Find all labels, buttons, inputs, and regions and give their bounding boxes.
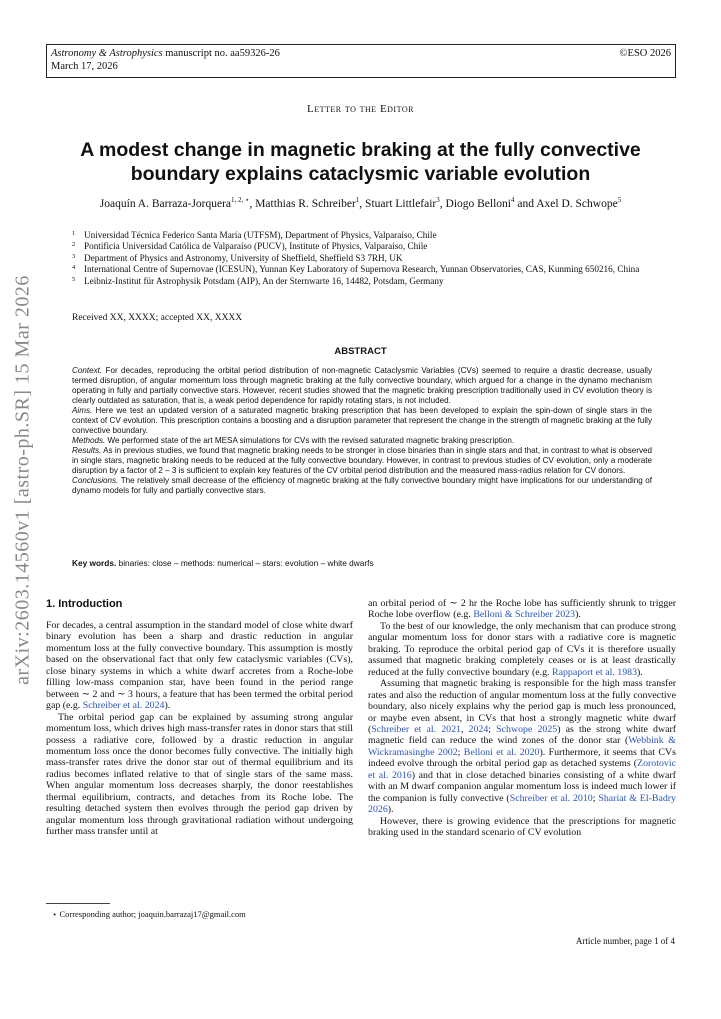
abstract-aims — [72, 406, 652, 436]
affiliation-number: 4 — [72, 264, 76, 272]
affiliation-number: 3 — [72, 252, 76, 260]
context-label: Context. — [72, 366, 103, 375]
copyright: ©ESO 2026 — [619, 48, 671, 59]
aims-label: Aims. — [72, 406, 93, 415]
section-heading-introduction: 1. Introduction — [46, 598, 123, 610]
abstract-results — [72, 446, 652, 476]
affiliation — [72, 230, 662, 241]
intro-paragraph-3: an orbital period of ∼ 2 hr the Roche lobe has sufficiently shrunk to trigger Roche lobe overflow (e.g. Belloni & Schreiber 2023). — [368, 598, 676, 621]
citation-link[interactable]: Schreiber et al. 2021 — [371, 723, 461, 735]
manuscript-header — [46, 44, 676, 78]
journal-name: Astronomy & Astrophysics — [51, 48, 163, 59]
affiliation — [72, 264, 662, 275]
author-list: Joaquín A. Barraza-Jorquera$^{1, 2, ⋆}$, Matthias R. Schreiber$^1$, Stuart Littlefair$^3$, Diogo Belloni$^4$ and Axel D. Schwope$^5$ — [99, 196, 622, 210]
paper-title: A modest change in magnetic braking at the fully convective boundary explains cataclysmic variable evolution — [80, 139, 641, 185]
footnote-divider — [46, 903, 110, 904]
intro-paragraph-4: To the best of our knowledge, the only mechanism that can produce strong angular momentum loss for donor stars with a radiative core is magnetic braking. To reproduce the orbital period gap of CVs it is therefore usually assumed that magnetic braking completely ceases or is at least drastically reduced at the fully convective boundary (e.g. Rappaport et al. 1983). — [368, 620, 676, 678]
citation-link[interactable]: Schreiber et al. 2010 — [509, 792, 593, 804]
affiliation-number: 5 — [72, 275, 76, 283]
author-affiliation-marker: 5 — [617, 196, 622, 204]
citation-link[interactable]: Zorotovic et al. 2016 — [368, 758, 676, 781]
conclusions-text: The relatively small decrease of the efficiency of magnetic braking at the fully convective boundary might have implications for our understanding of dynamo models for fully and partially convective stars. — [72, 476, 652, 495]
author-name: Diogo Belloni — [445, 197, 512, 210]
citation-link[interactable]: Belloni et al. 2020 — [463, 746, 540, 758]
citation-link[interactable]: Webbink & Wickramasinghe 2002 — [368, 735, 676, 758]
author-affiliation-marker: 4 — [511, 196, 515, 204]
abstract-context — [72, 366, 652, 406]
citation-link[interactable]: 2024 — [468, 723, 489, 735]
author-affiliation-marker: 1 — [355, 196, 360, 204]
affiliation — [72, 241, 662, 252]
affiliation-text: Leibniz-Institut für Astrophysik Potsdam (AIP), An der Sternwarte 16, 14482, Potsdam, Germany — [84, 275, 444, 286]
conclusions-label: Conclusions. — [72, 476, 119, 485]
author-name: Matthias R. Schreiber — [255, 197, 356, 210]
context-text: For decades, reproducing the orbital period distribution of non-magnetic Cataclysmic Variables (CVs) seemed to require a drastic decrease, usually termed disruption, of angular momentum loss through magnetic braking at the fully convective boundary, which argued for a change in the dynamo mechanism operating in fully and partially convective stars. However, recent studies showed that the magnetic braking prescription traditionally used in CV evolution theory is clearly outdated as saturation, that is, a weak period dependence for rapidly rotating stars, is not included. — [72, 366, 652, 405]
citation-link[interactable]: Rappaport et al. 1983 — [552, 666, 638, 678]
results-label: Results. — [72, 446, 102, 455]
author-affiliation-marker: 3 — [436, 196, 440, 204]
methods-label: Methods. — [72, 436, 106, 445]
keywords-text: binaries: close – methods: numerical – stars: evolution – white dwarfs — [118, 558, 374, 568]
abstract-methods — [72, 436, 652, 446]
keywords — [72, 558, 652, 568]
affiliation — [72, 276, 662, 287]
author-name: Stuart Littlefair — [365, 197, 437, 210]
affiliation-list — [72, 230, 662, 287]
affiliation-text: International Centre of Supernovae (ICESUN), Yunnan Key Laboratory of Supernova Research, Yunnan Observatories, CAS, Kunming 650216, China — [84, 264, 640, 275]
keywords-label: Key words. — [72, 558, 117, 568]
article-type-label: Letter to the Editor — [307, 103, 414, 115]
affiliation-text: Department of Physics and Astronomy, University of Sheffield, Sheffield S3 7RH, UK — [84, 252, 403, 263]
intro-paragraph-1: For decades, a central assumption in the standard model of close white dwarf binary evolution has been a sharp and drastic reduction in angular momentum loss at the fully convective boundary. This assumption is mostly based on the observational fact that only few cataclysmic variables (CVs), close binary systems in which a white dwarf accretes from a Roche-lobe filling low-mass companion star, have been found in the period range between ∼ 2 and ∼ 3 hours, a feature that has been termed the orbital period gap (e.g. Schreiber et al. 2024). — [46, 620, 353, 712]
author-name: Axel D. Schwope — [536, 197, 618, 210]
right-column — [368, 598, 676, 839]
arxiv-identifier: arXiv:2603.14560v1 [astro-ph.SR] 15 Mar 2026 — [11, 275, 34, 685]
methods-text: We performed state of the art MESA simulations for CVs with the revised saturated magnetic braking prescription. — [107, 436, 515, 445]
citation-link[interactable]: Schwope 2025 — [496, 723, 558, 735]
received-line: Received XX, XXXX; accepted XX, XXXX — [72, 313, 243, 323]
intro-paragraph-5: Assuming that magnetic braking is responsible for the high mass transfer rates and also the reduction of angular momentum loss at the fully convective boundary, also nicely explains why the period gap is much less pronounced, or maybe even absent, in CVs that host a strongly magnetic white dwarf (Schreiber et al. 2021, 2024; Schwope 2025) as the strong white dwarf magnetic field can reduce the wind zones of the donor star (Webbink & Wickramasinghe 2002; Belloni et al. 2020). Furthermore, it seems that CVs indeed evolve through the orbital period gap as detached systems (Zorotovic et al. 2016) and that in close detached binaries consisting of a white dwarf with an M dwarf companion angular momentum loss is indeed much lower if the companion is fully convective (Schreiber et al. 2010; Shariat & El-Badry 2026). — [368, 678, 677, 816]
affiliation-text: Pontificia Universidad Católica de Valparaíso (PUCV), Institute of Physics, Valparaíso, Chile — [84, 241, 428, 252]
left-column — [46, 598, 353, 838]
affiliation-number: 1 — [72, 230, 76, 237]
intro-paragraph-6: However, there is growing evidence that the prescriptions for magnetic braking used in the standard scenario of CV evolution — [368, 815, 676, 839]
affiliation-text: Universidad Técnica Federico Santa María (UTFSM), Department of Physics, Valparaíso, Chile — [84, 230, 437, 240]
intro-paragraph-2: The orbital period gap can be explained by assuming strong angular momentum loss, which drives high mass-transfer rates in donor stars that still possess a radiative core, followed by a drastic reduction in angular momentum loss once the donor becomes fully convective. The initially high mass-transfer rates drive the donor star out of thermal equilibrium and its radius becomes inflated relative to that of single stars of the same mass. When angular momentum loss decreases sharply, the donor reestablishes thermal equilibrium, contracts, and detaches from its Roche lobe. The resulting detached system then evolves through the period gap driven by angular momentum loss through gravitational radiation without undergoing further mass transfer until at — [46, 711, 353, 838]
abstract-heading: ABSTRACT — [334, 346, 387, 357]
citation-link[interactable]: Belloni & Schreiber 2023 — [473, 609, 576, 621]
affiliation — [72, 253, 662, 264]
citation-link[interactable]: Schreiber et al. 2024 — [82, 700, 165, 712]
manuscript-number: manuscript no. aa59326-26 — [165, 48, 280, 59]
arxiv-sidebar — [8, 265, 38, 695]
manuscript-date: March 17, 2026 — [51, 61, 118, 72]
results-text: As in previous studies, we found that magnetic braking needs to be stronger in close binaries than in single stars and that, in contrast to what is observed in single stars, magnetic braking needs to be reduced at the fully convective boundary. However, in contrast to previous studies of CV evolution, only a moderate disruption by a factor of 2 – 3 is sufficient to explain key features of the CV orbital period distribution and the measured mass-radius relation for CV donors. — [72, 446, 652, 475]
affiliation-number: 2 — [72, 241, 76, 249]
aims-text: Here we test an updated version of a saturated magnetic braking prescription that has been developed to explain the spin-down of single stars in the context of CV evolution. This prescription contains a boosting and a disruption parameter that represent the change in the strength of magnetic braking at the fully convective boundary. — [72, 406, 652, 435]
footnote-corresponding-author: ⋆ Corresponding author; joaquin.barrazaj17@gmail.com — [52, 909, 246, 919]
abstract-body — [72, 366, 652, 496]
author-name: Joaquín A. Barraza-Jorquera — [99, 197, 232, 210]
page-footer: Article number, page 1 of 4 — [575, 936, 675, 946]
author-affiliation-marker: 1, 2, ⋆ — [231, 196, 250, 204]
citation-link[interactable]: Shariat & El-Badry 2026 — [368, 792, 676, 816]
abstract-conclusions — [72, 476, 652, 496]
